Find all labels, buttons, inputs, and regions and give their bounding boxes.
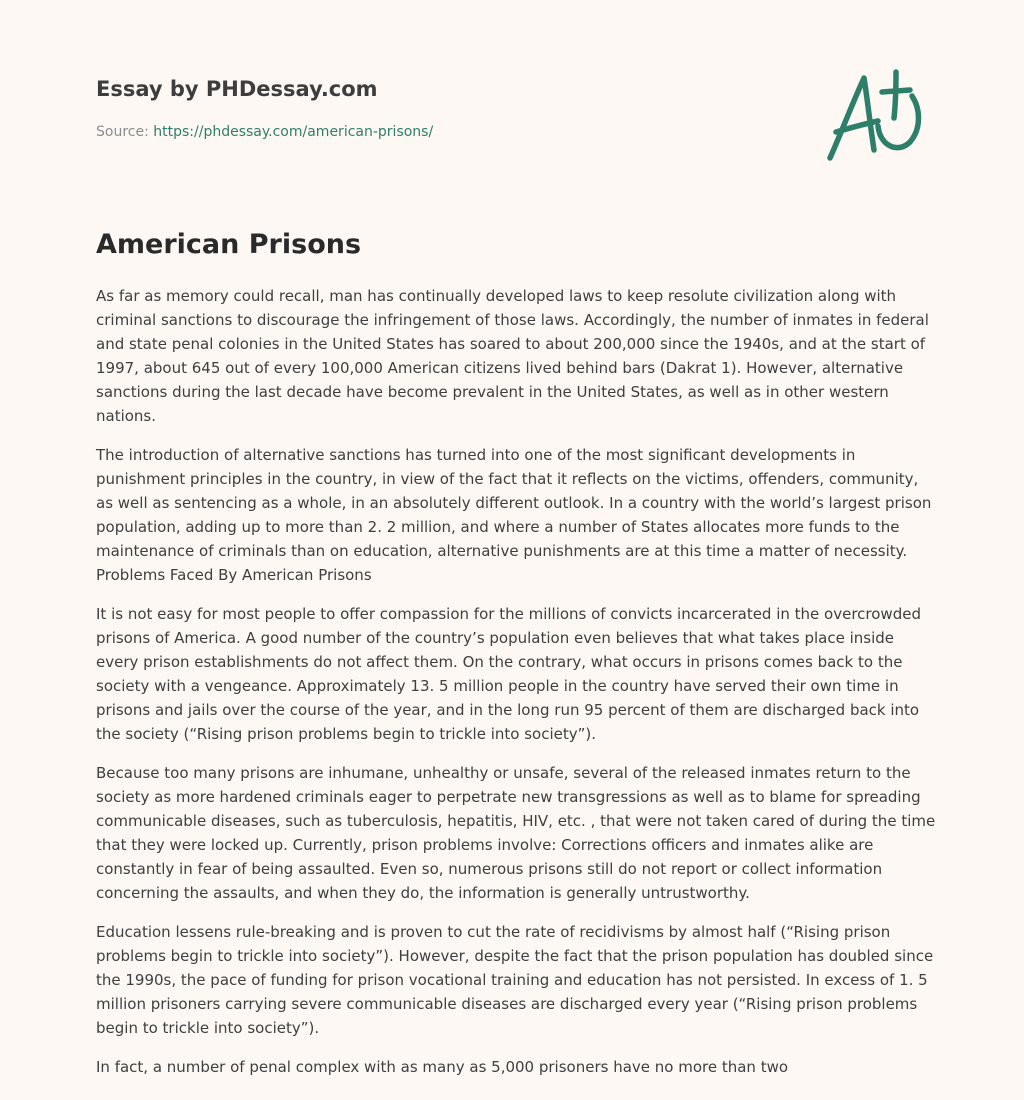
source-link[interactable]: https://phdessay.com/american-prisons/ bbox=[153, 124, 434, 140]
paragraph: The introduction of alternative sanctions has turned into one of the most significant developments in punishment principles in the country, in view of the fact that it reflects on the victims, offenders, community, as well as sentencing as a whole, in an absolutely different outlook. In a country with the world’s largest prison population, adding up to more than 2. 2 million, and where a number of States allocates more funds to the maintenance of criminals than on education, alternative punishments are at this time a matter of necessity. Problems Faced By American Prisons bbox=[96, 446, 932, 584]
site-header bbox=[96, 74, 796, 142]
paragraph: It is not easy for most people to offer compassion for the millions of convicts incarcerated in the overcrowded prisons of America. A good number of the country’s population even believes that what takes place inside every prison establishments do not affect them. On the contrary, what occurs in prisons comes back to the society with a vengeance. Approximately 13. 5 million people in the country have served their own time in prisons and jails over the course of the year, and in the long run 95 percent of them are discharged back into the society (“Rising prison problems begin to trickle into society”). bbox=[96, 605, 921, 743]
paragraph: As far as memory could recall, man has continually developed laws to keep resolute civilization along with criminal sanctions to discourage the infringement of those laws. Accordingly, the number of inmates in federal and state penal colonies in the United States has soared to about 200,000 since the 1940s, and at the start of 1997, about 645 out of every 100,000 American citizens lived behind bars (Dakrat 1). However, alternative sanctions during the last decade have become prevalent in the United States, as well as in other western nations. bbox=[96, 287, 929, 425]
site-title: Essay by PHDessay.com bbox=[96, 77, 378, 101]
paragraph: In fact, a number of penal complex with as many as 5,000 prisoners have no more than two bbox=[96, 1058, 789, 1076]
source-label: Source: bbox=[96, 124, 154, 140]
paragraph: Because too many prisons are inhumane, unhealthy or unsafe, several of the released inmates return to the society as more hardened criminals eager to perpetrate new transgressions as well as to blame for spreading communicable diseases, such as tuberculosis, hepatitis, HIV, etc. , that were not taken cared of during the time that they were locked up. Currently, prison problems involve: Corrections officers and inmates alike are constantly in fear of being assaulted. Even so, numerous prisons still do not report or collect information concerning the assaults, and when they do, the information is generally untrustworthy. bbox=[96, 764, 936, 902]
a-plus-logo-icon bbox=[820, 66, 930, 166]
source-line bbox=[96, 122, 796, 142]
paragraph: Education lessens rule-breaking and is proven to cut the rate of recidivisms by almost half (“Rising prison problems begin to trickle into society”). However, despite the fact that the prison population has doubled since the 1990s, the pace of funding for prison vocational training and education has not persisted. In excess of 1. 5 million prisoners carrying severe communicable diseases are discharged every year (“Rising prison problems begin to trickle into society”). bbox=[96, 923, 934, 1037]
article-body bbox=[96, 284, 936, 1094]
article-title: American Prisons bbox=[96, 229, 362, 260]
